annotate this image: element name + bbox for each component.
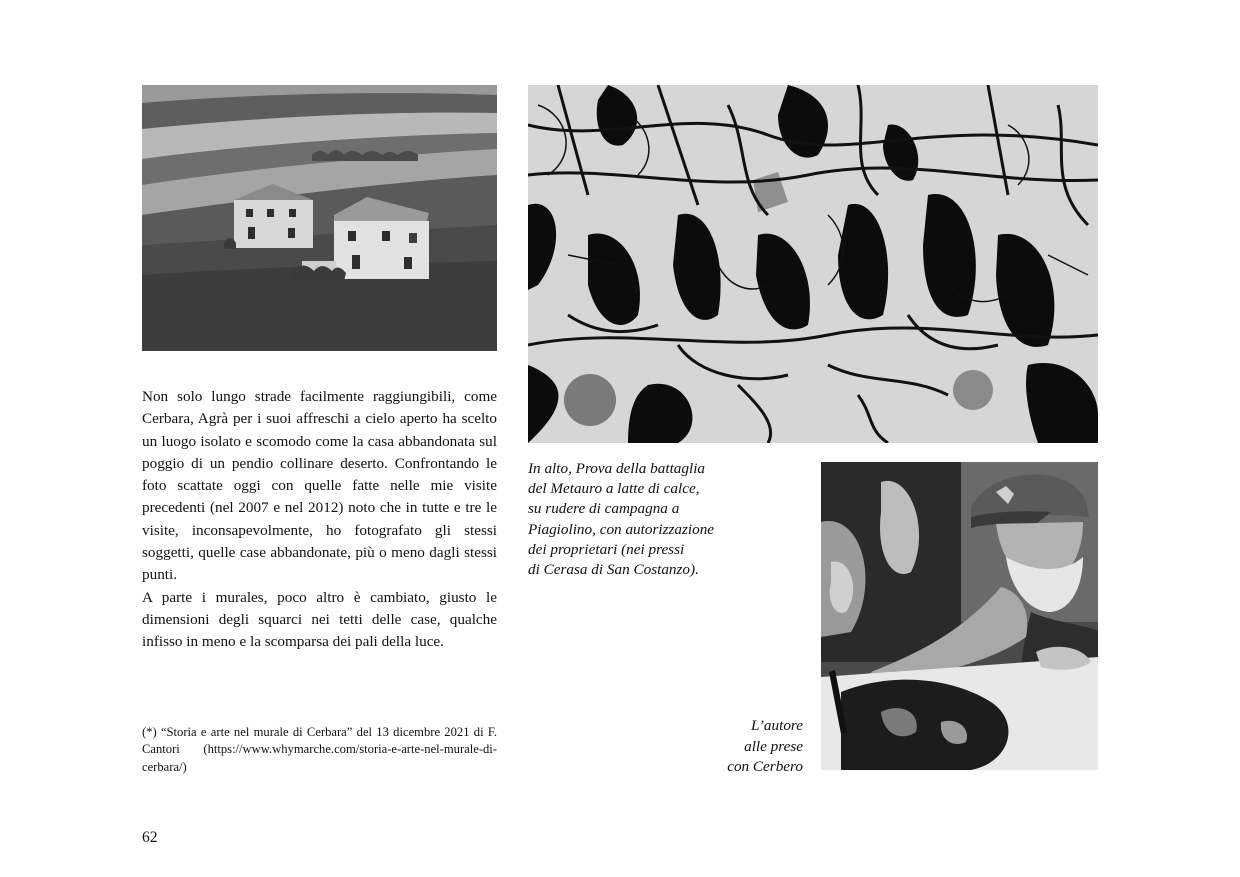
caption-line: L’autore (750, 717, 803, 734)
caption-line: di Cerasa di San Costanzo). (528, 561, 699, 579)
caption-line: su rudere di campagna a (528, 500, 680, 518)
author-caption (650, 716, 803, 778)
landscape-photo-image (142, 85, 497, 351)
caption-line: del Metauro a latte di calce, (528, 480, 700, 498)
caption-line: Piagiolino, con autorizzazione (528, 520, 715, 538)
landscape-photo (142, 85, 497, 351)
caption-line: alle prese (744, 737, 803, 755)
body-paragraph: A parte i murales, poco altro è cambiato, giusto le dimensioni degli squarci nei tetti delle case, qualche infisso in meno e la scomparsa dei pali della luce. (142, 588, 497, 651)
caption-line: con Cerbero (727, 758, 803, 775)
mural-photo (528, 85, 1098, 443)
page-number: 62 (142, 829, 158, 846)
author-photo (821, 462, 1098, 770)
footnote: (*) “Storia e arte nel murale di Cerbara” del 13 dicembre 2021 di F. Cantori (https://www.whymarche.com/storia-e-arte-nel-murale-di-cerbara/) (142, 725, 497, 774)
mural-photo-image (528, 85, 1098, 443)
mural-caption (528, 459, 788, 580)
body-paragraph: Non solo lungo strade facilmente raggiungibili, come Cerbara, Agrà per i suoi affreschi a cielo aperto ha scelto un luogo isolato e scomodo come la casa abbandonata sul poggio di un pendio collinare deserto. Confrontando le foto scattate oggi con quelle fatte nelle mie visite precedenti (nel 2007 e nel 2012) noto che in tutte e tre le visite, inconsapevolmente, ho fotografato gli stessi soggetti, quelle case abbandonate, più o meno dagli stessi punti. (142, 388, 497, 584)
body-text (142, 386, 497, 654)
caption-line: In alto, Prova della battaglia (528, 460, 706, 477)
caption-line: dei proprietari (nei pressi (528, 540, 685, 558)
author-photo-image (821, 462, 1098, 770)
